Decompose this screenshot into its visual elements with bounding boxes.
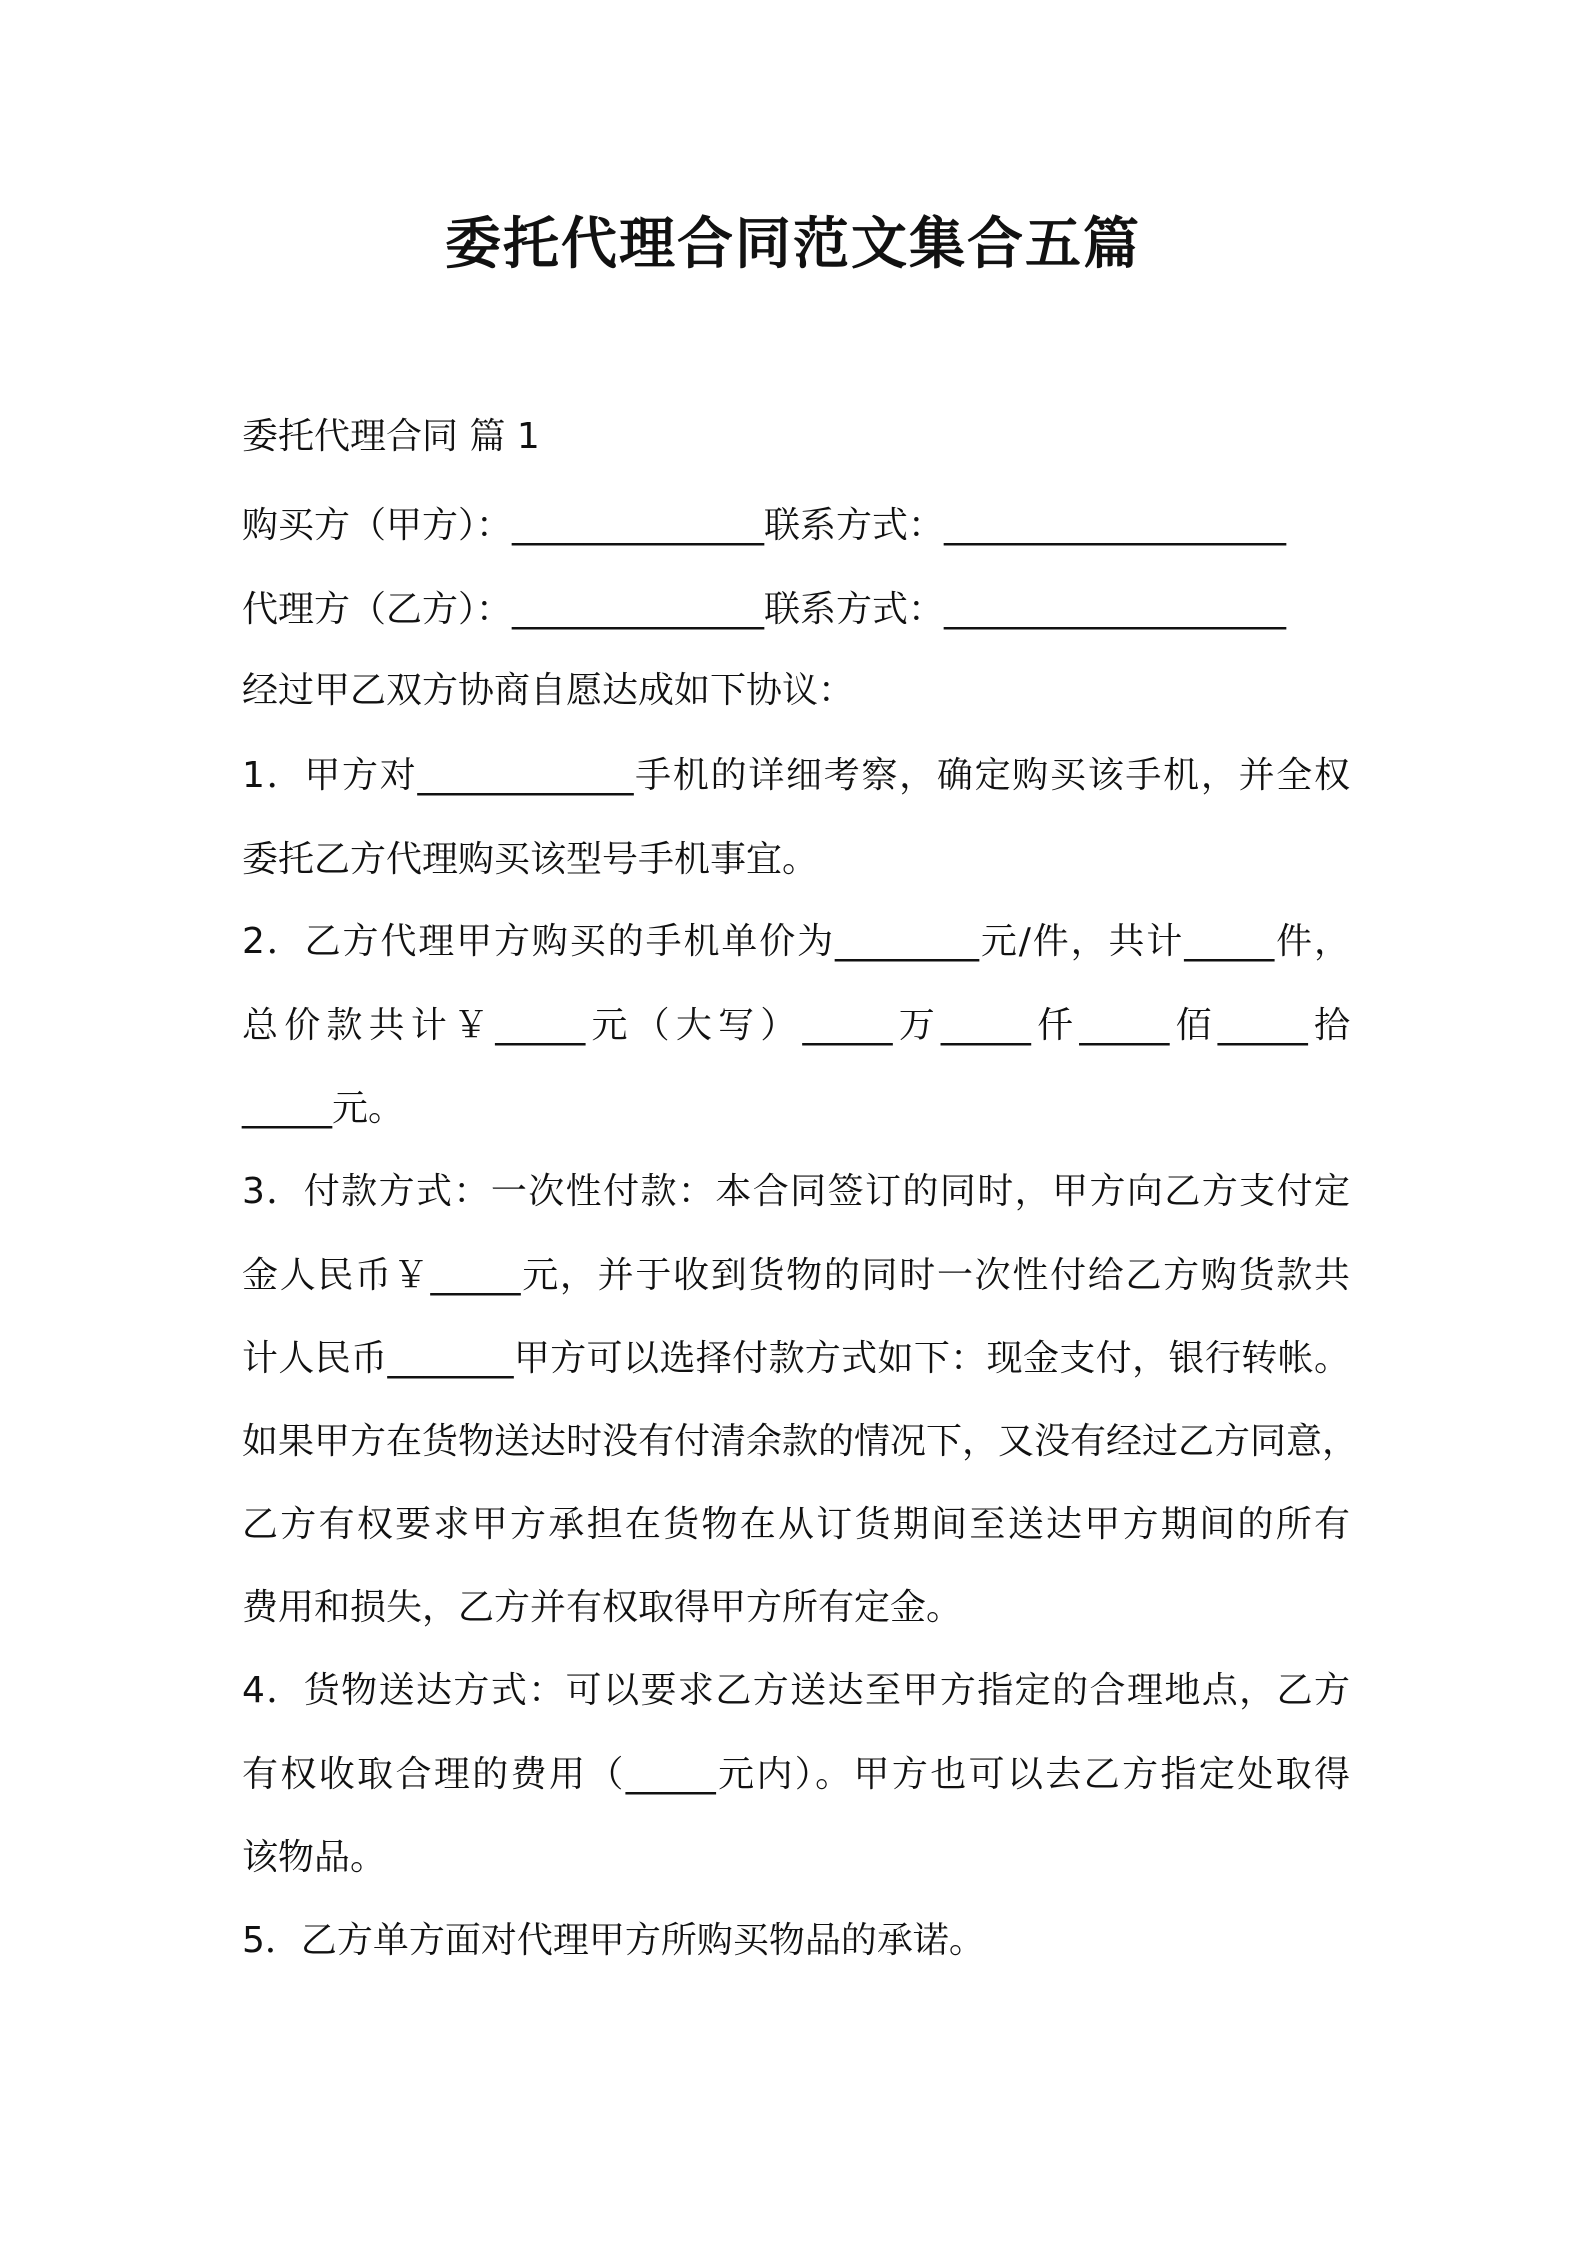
clause-3-line-1: 3．付款方式：一次性付款：本合同签订的同时，甲方向乙方支付定 xyxy=(242,1171,1350,1212)
buyer-line: 购买方（甲方）：______________联系方式：___________________ xyxy=(242,505,1287,546)
clause-3-line-3: 计人民币_______甲方可以选择付款方式如下：现金支付，银行转帐。 xyxy=(242,1338,1350,1379)
clause-3-line-4: 如果甲方在货物送达时没有付清余款的情况下，又没有经过乙方同意， xyxy=(242,1421,1359,1462)
agreement-intro: 经过甲乙双方协商自愿达成如下协议： xyxy=(242,670,855,711)
clause-4-line-3: 该物品。 xyxy=(242,1837,387,1878)
clause-3-line-5: 乙方有权要求甲方承担在货物在从订货期间至送达甲方期间的所有 xyxy=(242,1504,1350,1545)
clause-2-line-2: 总价款共计￥_____元（大写）_____万_____仟_____佰_____拾 xyxy=(242,1005,1350,1046)
section-heading: 委托代理合同 篇 1 xyxy=(242,416,540,457)
clause-5-line-1: 5．乙方单方面对代理甲方所购买物品的承诺。 xyxy=(242,1920,985,1961)
clause-3-line-6: 费用和损失，乙方并有权取得甲方所有定金。 xyxy=(242,1587,963,1628)
clause-2-line-1: 2．乙方代理甲方购买的手机单价为________元/件，共计_____件， xyxy=(242,921,1350,962)
agent-line: 代理方（乙方）：______________联系方式：___________________ xyxy=(242,589,1287,630)
clause-1-line-2: 委托乙方代理购买该型号手机事宜。 xyxy=(242,839,819,880)
clause-1-line-1: 1．甲方对____________手机的详细考察，确定购买该手机，并全权 xyxy=(242,755,1350,796)
document-title: 委托代理合同范文集合五篇 xyxy=(445,212,1141,277)
clause-4-line-2: 有权收取合理的费用（_____元内）。甲方也可以去乙方指定处取得 xyxy=(242,1754,1350,1795)
clause-2-line-3: _____元。 xyxy=(242,1088,405,1129)
clause-3-line-2: 金人民币￥_____元，并于收到货物的同时一次性付给乙方购货款共 xyxy=(242,1255,1350,1296)
clause-4-line-1: 4．货物送达方式：可以要求乙方送达至甲方指定的合理地点，乙方 xyxy=(242,1670,1350,1711)
